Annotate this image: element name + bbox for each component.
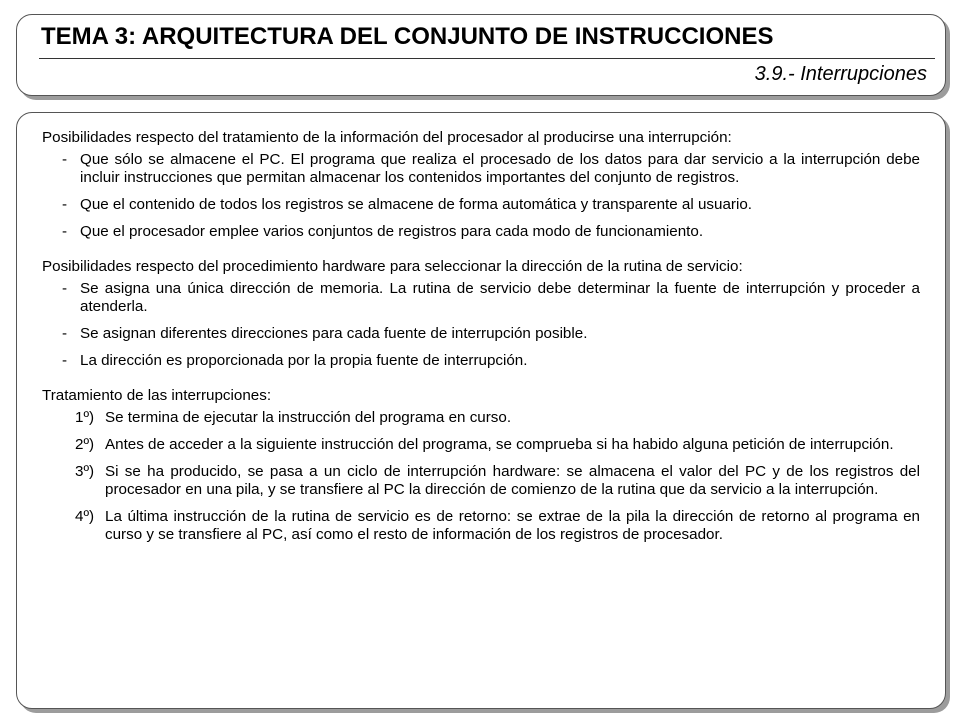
section-information-handling (42, 129, 920, 241)
section-heading: Posibilidades respecto del procedimiento hardware para seleccionar la dirección de la rutina de servicio: (42, 258, 743, 275)
list-item (42, 223, 920, 241)
header-panel (16, 14, 946, 96)
section-heading: Posibilidades respecto del tratamiento de la información del procesador al producirse una interrupción: (42, 129, 732, 146)
section-heading: Tratamiento de las interrupciones: (42, 387, 272, 404)
list-item-text: Que el contenido de todos los registros se almacene de forma automática y transparente al usuario. (80, 196, 753, 213)
list-item (42, 280, 920, 316)
slide-subtitle: 3.9.- Interrupciones (754, 63, 927, 85)
bullet-dash: - (62, 223, 68, 240)
bullet-dash: - (62, 352, 68, 369)
bullet-dash: - (62, 196, 68, 213)
numbered-step (42, 508, 920, 544)
list-item-text: Que el procesador emplee varios conjuntos de registros para cada modo de funcionamiento. (80, 223, 704, 240)
numbered-step (42, 436, 920, 454)
section-service-address (42, 258, 920, 370)
step-number: 3º) (75, 463, 95, 480)
list-item (42, 325, 920, 343)
step-text: La última instrucción de la rutina de servicio es de retorno: se extrae de la pila la dirección de retorno al programa en curso y se transfiere al PC, así como el resto de información de los registros de procesador. (105, 508, 920, 543)
step-text: Si se ha producido, se pasa a un ciclo de interrupción hardware: se almacena el valor del PC y de los registros del procesador en una pila, y se transfiere al PC la dirección de comienzo de la rutina que da servicio a la interrupción. (105, 463, 920, 498)
content-panel (16, 112, 946, 709)
step-number: 2º) (75, 436, 95, 453)
list-item-text: Se asigna una única dirección de memoria. La rutina de servicio debe determinar la fuente de interrupción y proceder a atenderla. (80, 280, 920, 315)
step-text: Se termina de ejecutar la instrucción del programa en curso. (105, 409, 512, 426)
numbered-step (42, 409, 920, 427)
bullet-dash: - (62, 325, 68, 342)
list-item-text: Que sólo se almacene el PC. El programa que realiza el procesado de los datos para dar servicio a la interrupción debe incluir instrucciones que permitan almacenar los contenidos importantes del conjunto de registros. (80, 151, 920, 186)
list-item (42, 196, 920, 214)
step-text: Antes de acceder a la siguiente instrucción del programa, se comprueba si ha habido alguna petición de interrupción. (105, 436, 894, 453)
bullet-dash: - (62, 151, 68, 168)
numbered-step (42, 463, 920, 499)
section-interrupt-handling (42, 387, 920, 544)
list-item-text: La dirección es proporcionada por la propia fuente de interrupción. (80, 352, 528, 369)
list-item (42, 151, 920, 187)
bullet-dash: - (62, 280, 68, 297)
step-number: 1º) (75, 409, 95, 426)
step-number: 4º) (75, 508, 95, 525)
list-item (42, 352, 920, 370)
content-body (42, 129, 920, 561)
list-item-text: Se asignan diferentes direcciones para cada fuente de interrupción posible. (80, 325, 588, 342)
title-divider (39, 58, 935, 59)
slide-title: TEMA 3: ARQUITECTURA DEL CONJUNTO DE INSTRUCCIONES (41, 23, 774, 50)
